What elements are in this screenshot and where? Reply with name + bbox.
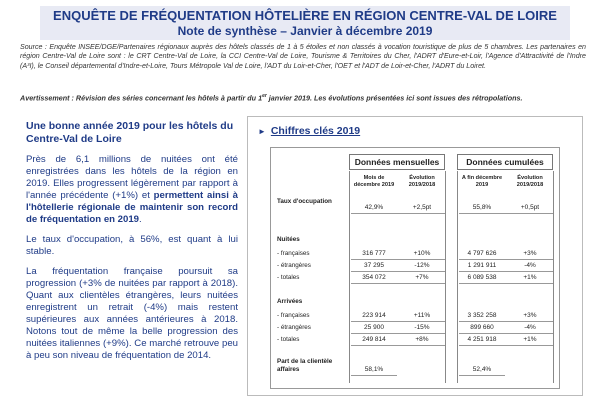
col-header-cumul: A fin décembre 2019 — [461, 175, 503, 188]
document-header — [40, 6, 570, 40]
row-label-occupancy: Taux d'occupation — [277, 198, 332, 205]
table-cell: 42,9% — [364, 204, 384, 211]
row-rule — [459, 375, 505, 376]
arrow-right-icon: ► — [258, 127, 266, 136]
summary-column — [26, 120, 238, 370]
row-rule — [351, 271, 445, 272]
row-rule — [351, 333, 445, 334]
summary-paragraph-2: Le taux d'occupation, à 56%, est quant à lui stable. — [26, 234, 238, 257]
row-rule — [351, 345, 445, 346]
row-rule — [351, 283, 445, 284]
row-label-nights-foreign: - étrangères — [277, 262, 311, 269]
table-cell: 4 797 626 — [467, 250, 497, 257]
table-cell: -4% — [524, 324, 536, 331]
divider — [349, 171, 350, 383]
table-cell: +8% — [415, 336, 429, 343]
table-cell: -15% — [414, 324, 430, 331]
table-cell: 25 900 — [364, 324, 384, 331]
table-cell: 354 072 — [362, 274, 386, 281]
table-cell: +7% — [415, 274, 429, 281]
table-cell: -4% — [524, 262, 536, 269]
table-cell: 37 295 — [364, 262, 384, 269]
row-rule — [459, 271, 553, 272]
document-title: ENQUÊTE DE FRÉQUENTATION HÔTELIÈRE EN RÉGION CENTRE-VAL DE LOIRE — [53, 8, 557, 23]
row-label-nights-total: - totales — [277, 274, 300, 281]
source-note: Source : Enquête INSEE/DGE/Partenaires régionaux auprès des hôtels classés de 1 à 5 étoiles et non classés à vocation touristique de plus de 5 chambres. Les partenaires en région Centre-Val de Loire sont : le CRT Centre-Val de Loire, la CCI Centre-Val de Loire, Tourisme & Territoires du Cher, l'ADRT d'Eure-et-Loir, l'Agence d'Attractivité de l'Indre (A³I), le Conseil départemental d'Indre-et-Loire, Tours Métropole Val de Loire, l'ADT du Loir-et-Cher, l'OET et l'ADT de Loir-et-Cher, l'ADRT du Loiret. — [20, 43, 586, 70]
row-rule — [459, 333, 553, 334]
table-cell: +0,5pt — [520, 204, 540, 211]
table-cell: 899 660 — [470, 324, 494, 331]
table-cell: +10% — [413, 250, 431, 257]
table-cell: +3% — [523, 250, 537, 257]
row-rule — [351, 259, 445, 260]
col-header-month: Mois de décembre 2019 — [353, 175, 395, 188]
col-header-evol-month: Évolution 2019/2018 — [408, 175, 436, 188]
row-label-arrivals-fr: - françaises — [277, 312, 310, 319]
row-label-arrivals-total: - totales — [277, 336, 300, 343]
row-rule — [351, 213, 445, 214]
row-rule — [459, 283, 553, 284]
table-cell: 316 777 — [362, 250, 386, 257]
table-cell: +11% — [413, 312, 431, 319]
summary-paragraph-1: Près de 6,1 millions de nuitées ont été enregistrées dans les hôtels de la région en 2019. Elles progressent légèrement par rapport à l'année précédente (+1%) et permettent ainsi à l'hôtellerie régionale de maintenir son record de fréquentation en 2019. — [26, 154, 239, 225]
divider — [457, 171, 458, 383]
table-cell: 1 291 911 — [467, 262, 497, 269]
table-cell: +2,5pt — [412, 204, 432, 211]
row-label-arrivals-foreign: - étrangères — [277, 324, 311, 331]
row-rule — [351, 375, 397, 376]
row-rule — [459, 345, 553, 346]
table-cell: 55,8% — [472, 204, 492, 211]
row-label-business: Part de la clientèle affaires — [277, 358, 333, 373]
table-cell: 58,1% — [364, 366, 384, 373]
table-cell: 3 352 258 — [467, 312, 497, 319]
row-label-arrivals: Arrivées — [277, 298, 303, 305]
key-figures-table — [270, 147, 560, 389]
table-cell: +1% — [523, 274, 537, 281]
warning-note: Avertissement : Révision des séries concernant les hôtels à partir du 1er janvier 2019. Les évolutions présentées ici sont issues des rétropolations. — [20, 93, 523, 103]
summary-heading: Une bonne année 2019 pour les hôtels du Centre-Val de Loire — [26, 120, 234, 145]
key-figures-panel — [247, 116, 583, 396]
row-rule — [459, 213, 553, 214]
table-cell: +3% — [523, 312, 537, 319]
header-cumulative: Données cumulées — [457, 154, 553, 170]
divider — [445, 171, 446, 383]
table-cell: 249 814 — [362, 336, 386, 343]
col-header-evol-cumul: Évolution 2019/2018 — [516, 175, 544, 188]
table-cell: 6 089 538 — [467, 274, 497, 281]
row-rule — [459, 321, 553, 322]
row-rule — [459, 259, 553, 260]
table-cell: 4 251 918 — [467, 336, 497, 343]
key-figures-title: ► Chiffres clés 2019 — [258, 125, 361, 137]
summary-paragraph-3: La fréquentation française poursuit sa progression (+3% de nuitées par rapport à 2018). Quant aux clientèles étrangères, leurs nuitées enregistrent un retrait (-4%) mais restent supérieures aux années antérieures à 2018. Notons tout de même la belle progression des nuitées italiennes (+9%). Ce marché retrouve peu à peu son niveau de fréquentation de 2014. — [26, 266, 238, 361]
row-rule — [351, 321, 445, 322]
row-label-nights: Nuitées — [277, 236, 300, 243]
header-monthly: Données mensuelles — [349, 154, 445, 170]
table-cell: -12% — [414, 262, 430, 269]
divider — [553, 171, 554, 383]
row-label-nights-fr: - françaises — [277, 250, 310, 257]
table-cell: 223 914 — [362, 312, 386, 319]
table-cell: 52,4% — [472, 366, 492, 373]
table-cell: +1% — [523, 336, 537, 343]
document-subtitle: Note de synthèse – Janvier à décembre 2019 — [177, 24, 433, 38]
